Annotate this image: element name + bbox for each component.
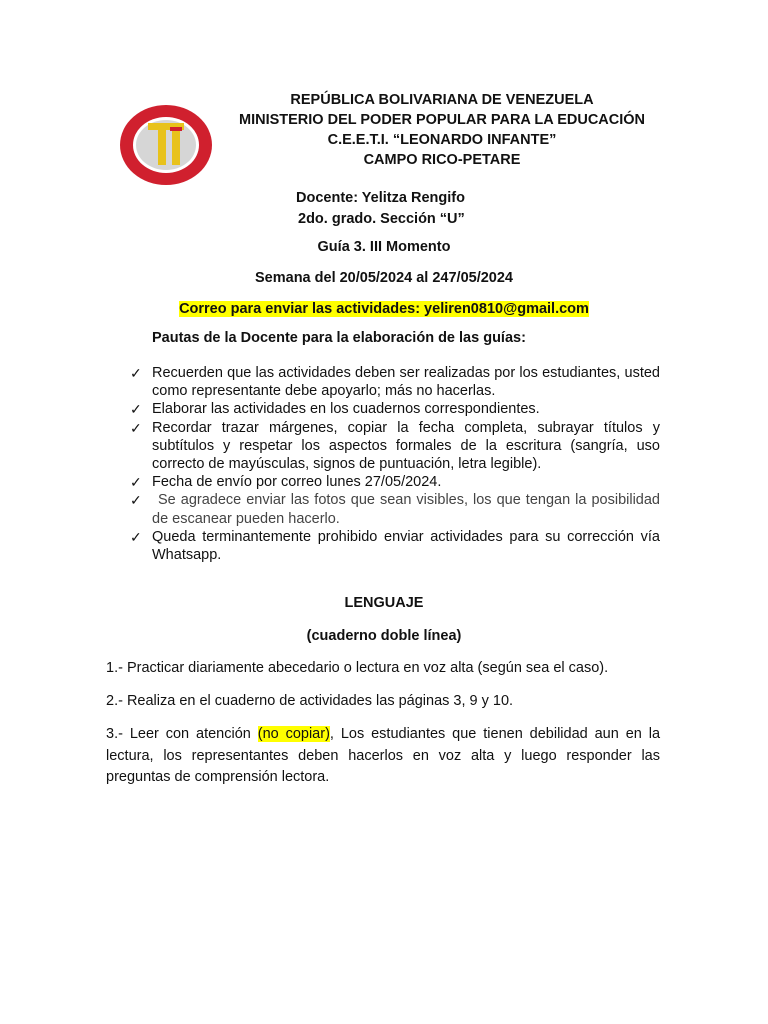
guide-title: Guía 3. III Momento bbox=[317, 239, 451, 255]
institution-header bbox=[220, 90, 664, 170]
school-logo bbox=[118, 103, 214, 187]
list-item: ✓ Se agradece enviar las fotos que sean visibles, los que tengan la posibilidad de escanear pueden hacerlo. bbox=[130, 492, 660, 527]
check-icon: ✓ bbox=[130, 492, 142, 509]
week-range: Semana del 20/05/2024 al 247/05/2024 bbox=[255, 270, 513, 286]
header-line-republic: REPÚBLICA BOLIVARIANA DE VENEZUELA bbox=[290, 92, 594, 108]
guidelines-list bbox=[130, 364, 660, 564]
guidelines-title: Pautas de la Docente para la elaboración de las guías: bbox=[152, 330, 526, 346]
header-line-school: C.E.E.T.I. “LEONARDO INFANTE” bbox=[327, 132, 557, 148]
list-item: ✓ Recuerden que las actividades deben ser realizadas por los estudiantes, usted como representante debe apoyarlo; más no hacerlas. bbox=[130, 365, 660, 400]
instruction-2: 2.- Realiza en el cuaderno de actividades las páginas 3, 9 y 10. bbox=[106, 693, 514, 709]
teacher-name: Docente: Yelitza Rengifo bbox=[296, 190, 465, 206]
check-icon: ✓ bbox=[130, 474, 142, 491]
list-item: ✓ Elaborar las actividades en los cuadernos correspondientes. bbox=[130, 401, 540, 418]
header-line-ministry: MINISTERIO DEL PODER POPULAR PARA LA EDUCACIÓN bbox=[238, 112, 646, 128]
list-item: ✓ Queda terminantemente prohibido enviar actividades para su corrección vía Whatsapp. bbox=[130, 528, 660, 564]
no-copiar-highlight: (no copiar) bbox=[257, 726, 330, 742]
header-line-location: CAMPO RICO-PETARE bbox=[363, 152, 521, 168]
check-icon: ✓ bbox=[130, 419, 142, 436]
section-subtitle: (cuaderno doble línea) bbox=[306, 628, 462, 644]
grade-section: 2do. grado. Sección “U” bbox=[298, 211, 465, 227]
check-icon: ✓ bbox=[130, 401, 142, 418]
list-item: ✓ Fecha de envío por correo lunes 27/05/2024. bbox=[130, 474, 442, 491]
check-icon: ✓ bbox=[130, 365, 142, 381]
email-highlight: Correo para enviar las actividades: yeliren0810@gmail.com bbox=[179, 301, 589, 317]
teacher-info bbox=[296, 188, 465, 230]
instruction-1: 1.- Practicar diariamente abecedario o lectura en voz alta (según sea el caso). bbox=[106, 660, 609, 676]
check-icon: ✓ bbox=[130, 528, 142, 545]
list-item: ✓ Recordar trazar márgenes, copiar la fecha completa, subrayar títulos y subtítulos y respetar los aspectos formales de la escritura (sangría, uso correcto de mayúsculas, signos de puntuación, letra legible). bbox=[130, 419, 660, 473]
instruction-3: 3.- Leer con atención (no copiar), Los estudiantes que tienen debilidad aun en la lectura, los representantes deben hacerlos en voz alta y luego responder las preguntas de comprensión lectora. bbox=[106, 726, 661, 785]
email-line bbox=[0, 299, 768, 319]
section-title-lenguaje: LENGUAJE bbox=[344, 595, 424, 611]
